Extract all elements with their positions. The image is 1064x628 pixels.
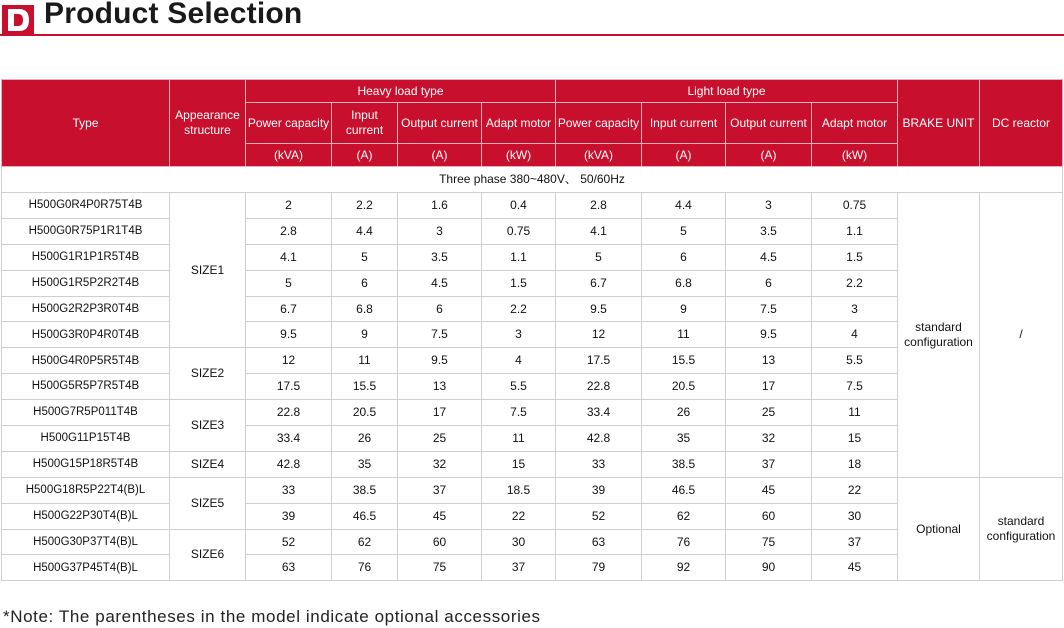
cell-light-motor: 45 xyxy=(812,555,898,581)
cell-heavy-power: 63 xyxy=(246,555,332,581)
cell-heavy-power: 17.5 xyxy=(246,374,332,400)
cell-heavy-motor: 0.75 xyxy=(482,218,556,244)
cell-light-input: 62 xyxy=(642,503,726,529)
cell-heavy-output: 7.5 xyxy=(398,322,482,348)
cell-heavy-motor: 22 xyxy=(482,503,556,529)
cell-heavy-motor: 0.4 xyxy=(482,193,556,219)
cell-heavy-input: 26 xyxy=(332,426,398,452)
cell-heavy-output: 1.6 xyxy=(398,193,482,219)
cell-light-motor: 0.75 xyxy=(812,193,898,219)
cell-size: SIZE1 xyxy=(170,193,246,348)
page-title: Product Selection xyxy=(44,0,303,30)
table-row xyxy=(2,477,1063,503)
cell-size: SIZE3 xyxy=(170,400,246,452)
cell-light-power: 33.4 xyxy=(556,400,642,426)
cell-heavy-input: 38.5 xyxy=(332,477,398,503)
cell-heavy-power: 39 xyxy=(246,503,332,529)
cell-type: H500G5R5P7R5T4B xyxy=(2,374,170,400)
cell-type: H500G0R75P1R1T4B xyxy=(2,218,170,244)
cell-heavy-input: 62 xyxy=(332,529,398,555)
header-heavy-power: Power capacity xyxy=(246,103,332,144)
cell-heavy-output: 25 xyxy=(398,426,482,452)
cell-heavy-input: 46.5 xyxy=(332,503,398,529)
cell-heavy-input: 6 xyxy=(332,270,398,296)
header-heavy-load: Heavy load type xyxy=(246,80,556,103)
cell-light-motor: 4 xyxy=(812,322,898,348)
cell-heavy-input: 20.5 xyxy=(332,400,398,426)
cell-heavy-power: 42.8 xyxy=(246,451,332,477)
cell-light-input: 15.5 xyxy=(642,348,726,374)
cell-light-power: 39 xyxy=(556,477,642,503)
header-heavy-input: Input current xyxy=(332,103,398,144)
cell-light-input: 5 xyxy=(642,218,726,244)
header-light-load: Light load type xyxy=(556,80,898,103)
cell-heavy-output: 13 xyxy=(398,374,482,400)
cell-light-motor: 2.2 xyxy=(812,270,898,296)
cell-heavy-power: 6.7 xyxy=(246,296,332,322)
cell-heavy-output: 4.5 xyxy=(398,270,482,296)
header-light-input: Input current xyxy=(642,103,726,144)
cell-heavy-motor: 15 xyxy=(482,451,556,477)
cell-type: H500G22P30T4(B)L xyxy=(2,503,170,529)
cell-light-output: 90 xyxy=(726,555,812,581)
cell-brake-unit: Optional xyxy=(898,477,980,581)
cell-type: H500G11P15T4B xyxy=(2,426,170,452)
cell-heavy-motor: 3 xyxy=(482,322,556,348)
cell-light-power: 5 xyxy=(556,244,642,270)
cell-type: H500G0R4P0R75T4B xyxy=(2,193,170,219)
header-appearance: Appearance structure xyxy=(170,80,246,167)
cell-heavy-power: 4.1 xyxy=(246,244,332,270)
unit-heavy-output: (A) xyxy=(398,144,482,167)
cell-size: SIZE5 xyxy=(170,477,246,529)
cell-heavy-input: 4.4 xyxy=(332,218,398,244)
cell-heavy-power: 33 xyxy=(246,477,332,503)
cell-heavy-power: 2 xyxy=(246,193,332,219)
cell-heavy-motor: 1.5 xyxy=(482,270,556,296)
cell-light-input: 6 xyxy=(642,244,726,270)
product-selection-table xyxy=(1,79,1063,581)
cell-type: H500G37P45T4(B)L xyxy=(2,555,170,581)
header-light-motor: Adapt motor xyxy=(812,103,898,144)
cell-light-motor: 15 xyxy=(812,426,898,452)
cell-light-output: 25 xyxy=(726,400,812,426)
cell-light-output: 75 xyxy=(726,529,812,555)
cell-heavy-output: 45 xyxy=(398,503,482,529)
cell-dc-reactor: standard configuration xyxy=(980,477,1063,581)
cell-brake-unit: standard configuration xyxy=(898,193,980,478)
cell-light-input: 4.4 xyxy=(642,193,726,219)
cell-size: SIZE4 xyxy=(170,451,246,477)
cell-type: H500G1R5P2R2T4B xyxy=(2,270,170,296)
cell-light-input: 76 xyxy=(642,529,726,555)
cell-type: H500G3R0P4R0T4B xyxy=(2,322,170,348)
cell-light-power: 2.8 xyxy=(556,193,642,219)
cell-dc-reactor: / xyxy=(980,193,1063,478)
unit-light-output: (A) xyxy=(726,144,812,167)
cell-light-input: 26 xyxy=(642,400,726,426)
cell-light-motor: 22 xyxy=(812,477,898,503)
header-heavy-output: Output current xyxy=(398,103,482,144)
cell-light-motor: 1.1 xyxy=(812,218,898,244)
cell-heavy-motor: 18.5 xyxy=(482,477,556,503)
cell-light-motor: 30 xyxy=(812,503,898,529)
phase-label: Three phase 380~480V、 50/60Hz xyxy=(2,167,1063,193)
cell-heavy-power: 5 xyxy=(246,270,332,296)
cell-light-input: 11 xyxy=(642,322,726,348)
cell-heavy-output: 75 xyxy=(398,555,482,581)
cell-heavy-input: 35 xyxy=(332,451,398,477)
cell-light-output: 3 xyxy=(726,193,812,219)
cell-heavy-motor: 5.5 xyxy=(482,374,556,400)
cell-light-motor: 7.5 xyxy=(812,374,898,400)
cell-light-output: 4.5 xyxy=(726,244,812,270)
cell-light-motor: 37 xyxy=(812,529,898,555)
unit-heavy-motor: (kW) xyxy=(482,144,556,167)
cell-light-power: 33 xyxy=(556,451,642,477)
cell-heavy-power: 2.8 xyxy=(246,218,332,244)
header-light-output: Output current xyxy=(726,103,812,144)
cell-light-output: 17 xyxy=(726,374,812,400)
unit-light-motor: (kW) xyxy=(812,144,898,167)
cell-heavy-motor: 11 xyxy=(482,426,556,452)
cell-type: H500G1R1P1R5T4B xyxy=(2,244,170,270)
cell-light-power: 6.7 xyxy=(556,270,642,296)
footnote: *Note: The parentheses in the model indicate optional accessories xyxy=(3,607,541,626)
cell-heavy-input: 2.2 xyxy=(332,193,398,219)
cell-light-input: 9 xyxy=(642,296,726,322)
cell-heavy-input: 11 xyxy=(332,348,398,374)
cell-heavy-output: 37 xyxy=(398,477,482,503)
cell-light-motor: 18 xyxy=(812,451,898,477)
cell-light-power: 17.5 xyxy=(556,348,642,374)
cell-light-power: 42.8 xyxy=(556,426,642,452)
cell-heavy-motor: 37 xyxy=(482,555,556,581)
cell-light-input: 35 xyxy=(642,426,726,452)
cell-heavy-output: 9.5 xyxy=(398,348,482,374)
cell-light-input: 92 xyxy=(642,555,726,581)
unit-light-power: (kVA) xyxy=(556,144,642,167)
cell-light-output: 3.5 xyxy=(726,218,812,244)
header-divider xyxy=(0,34,1064,36)
brand-logo-icon xyxy=(2,5,34,35)
unit-heavy-input: (A) xyxy=(332,144,398,167)
unit-light-input: (A) xyxy=(642,144,726,167)
header-brake-unit: BRAKE UNIT xyxy=(898,80,980,167)
page-header xyxy=(0,0,1064,36)
cell-light-output: 7.5 xyxy=(726,296,812,322)
cell-light-input: 46.5 xyxy=(642,477,726,503)
cell-light-input: 6.8 xyxy=(642,270,726,296)
cell-type: H500G15P18R5T4B xyxy=(2,451,170,477)
cell-heavy-output: 17 xyxy=(398,400,482,426)
header-light-power: Power capacity xyxy=(556,103,642,144)
cell-light-input: 38.5 xyxy=(642,451,726,477)
cell-type: H500G18R5P22T4(B)L xyxy=(2,477,170,503)
cell-light-output: 32 xyxy=(726,426,812,452)
cell-light-output: 9.5 xyxy=(726,322,812,348)
cell-heavy-input: 6.8 xyxy=(332,296,398,322)
cell-heavy-power: 33.4 xyxy=(246,426,332,452)
header-type: Type xyxy=(2,80,170,167)
cell-heavy-power: 22.8 xyxy=(246,400,332,426)
cell-heavy-output: 3.5 xyxy=(398,244,482,270)
cell-light-power: 52 xyxy=(556,503,642,529)
unit-heavy-power: (kVA) xyxy=(246,144,332,167)
cell-heavy-input: 15.5 xyxy=(332,374,398,400)
cell-heavy-output: 32 xyxy=(398,451,482,477)
cell-heavy-motor: 1.1 xyxy=(482,244,556,270)
cell-heavy-output: 6 xyxy=(398,296,482,322)
cell-light-output: 45 xyxy=(726,477,812,503)
cell-heavy-output: 3 xyxy=(398,218,482,244)
cell-heavy-motor: 7.5 xyxy=(482,400,556,426)
cell-heavy-motor: 2.2 xyxy=(482,296,556,322)
cell-type: H500G2R2P3R0T4B xyxy=(2,296,170,322)
cell-light-motor: 3 xyxy=(812,296,898,322)
cell-light-output: 60 xyxy=(726,503,812,529)
cell-light-input: 20.5 xyxy=(642,374,726,400)
cell-light-power: 79 xyxy=(556,555,642,581)
cell-light-output: 37 xyxy=(726,451,812,477)
header-heavy-motor: Adapt motor xyxy=(482,103,556,144)
cell-heavy-input: 5 xyxy=(332,244,398,270)
cell-heavy-power: 12 xyxy=(246,348,332,374)
cell-light-motor: 11 xyxy=(812,400,898,426)
cell-light-output: 6 xyxy=(726,270,812,296)
cell-heavy-power: 52 xyxy=(246,529,332,555)
cell-size: SIZE6 xyxy=(170,529,246,581)
cell-heavy-output: 60 xyxy=(398,529,482,555)
table-row xyxy=(2,193,1063,219)
cell-heavy-motor: 30 xyxy=(482,529,556,555)
cell-light-power: 12 xyxy=(556,322,642,348)
cell-light-power: 63 xyxy=(556,529,642,555)
cell-light-power: 4.1 xyxy=(556,218,642,244)
cell-heavy-input: 76 xyxy=(332,555,398,581)
header-dc-reactor: DC reactor xyxy=(980,80,1063,167)
cell-light-output: 13 xyxy=(726,348,812,374)
cell-light-power: 22.8 xyxy=(556,374,642,400)
cell-light-motor: 1.5 xyxy=(812,244,898,270)
cell-heavy-motor: 4 xyxy=(482,348,556,374)
cell-type: H500G4R0P5R5T4B xyxy=(2,348,170,374)
cell-type: H500G7R5P011T4B xyxy=(2,400,170,426)
cell-heavy-input: 9 xyxy=(332,322,398,348)
cell-light-power: 9.5 xyxy=(556,296,642,322)
cell-size: SIZE2 xyxy=(170,348,246,400)
cell-heavy-power: 9.5 xyxy=(246,322,332,348)
cell-light-motor: 5.5 xyxy=(812,348,898,374)
cell-type: H500G30P37T4(B)L xyxy=(2,529,170,555)
